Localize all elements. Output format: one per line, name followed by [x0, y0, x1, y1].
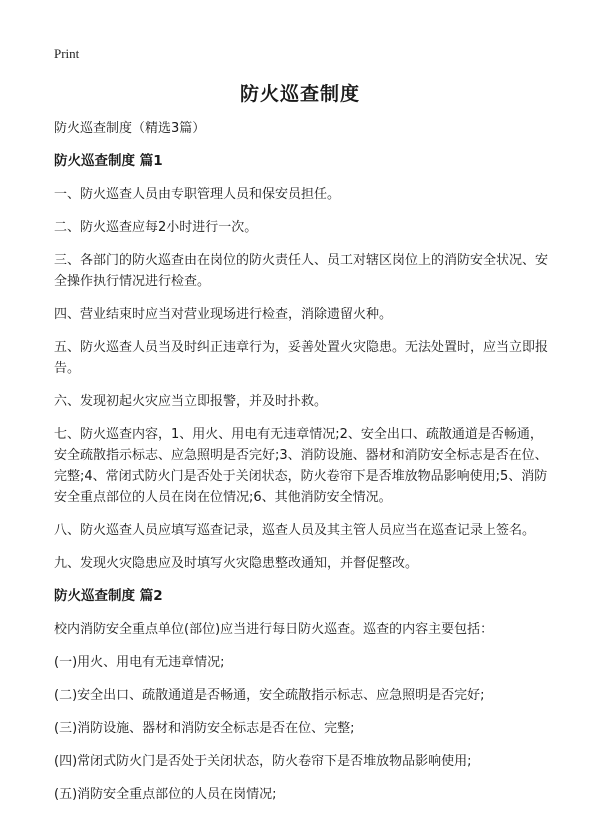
- paragraph: 七、防火巡查内容，1、用火、用电有无违章情况;2、安全出口、疏散通道是否畅通，安全疏散指示标志、应急照明是否完好;3、消防设施、器材和消防安全标志是否在位、完整;4、常闭式防火门是否处于关闭状态，防火卷帘下是否堆放物品影响使用;5、消防安全重点部位的人员在岗在位情况;6、其他消防安全情况。: [54, 427, 548, 505]
- paragraph: 四、营业结束时应当对营业现场进行检查，消除遗留火种。: [54, 307, 393, 322]
- paragraph: (四)常闭式防火门是否处于关闭状态，防火卷帘下是否堆放物品影响使用;: [54, 754, 472, 769]
- section-heading: 防火巡查制度 篇1: [54, 153, 163, 169]
- paragraph: (五)消防安全重点部位的人员在岗情况;: [54, 787, 277, 802]
- section-heading: 防火巡查制度 篇2: [54, 588, 163, 604]
- document-subtitle: 防火巡查制度（精选3篇）: [54, 121, 206, 136]
- paragraph: 六、发现初起火灾应当立即报警，并及时扑救。: [54, 394, 328, 409]
- section-1: [54, 151, 550, 574]
- paragraph: (二)安全出口、疏散通道是否畅通，安全疏散指示标志、应急照明是否完好;: [54, 688, 485, 703]
- paragraph: 一、防火巡查人员由专职管理人员和保安员担任。: [54, 187, 341, 202]
- paragraph: 二、防火巡查应每2小时进行一次。: [54, 220, 258, 235]
- document-body: [54, 118, 550, 817]
- paragraph: 校内消防安全重点单位(部位)应当进行每日防火巡查。巡查的内容主要包括：: [54, 622, 494, 637]
- paragraph: (一)用火、用电有无违章情况;: [54, 655, 225, 670]
- paragraph: 九、发现火灾隐患应及时填写火灾隐患整改通知，并督促整改。: [54, 556, 419, 571]
- section-2: [54, 586, 550, 805]
- paragraph: (三)消防设施、器材和消防安全标志是否在位、完整;: [54, 721, 355, 736]
- print-label: Print: [54, 46, 80, 61]
- paragraph: 八、防火巡查人员应填写巡查记录，巡查人员及其主管人员应当在巡查记录上签名。: [54, 523, 536, 538]
- paragraph: 五、防火巡查人员当及时纠正违章行为，妥善处置火灾隐患。无法处置时，应当立即报告。: [54, 340, 549, 376]
- paragraph: 三、各部门的防火巡查由在岗位的防火责任人、员工对辖区岗位上的消防安全状况、安全操作执行情况进行检查。: [54, 253, 549, 289]
- page-title: 防火巡查制度: [239, 83, 360, 105]
